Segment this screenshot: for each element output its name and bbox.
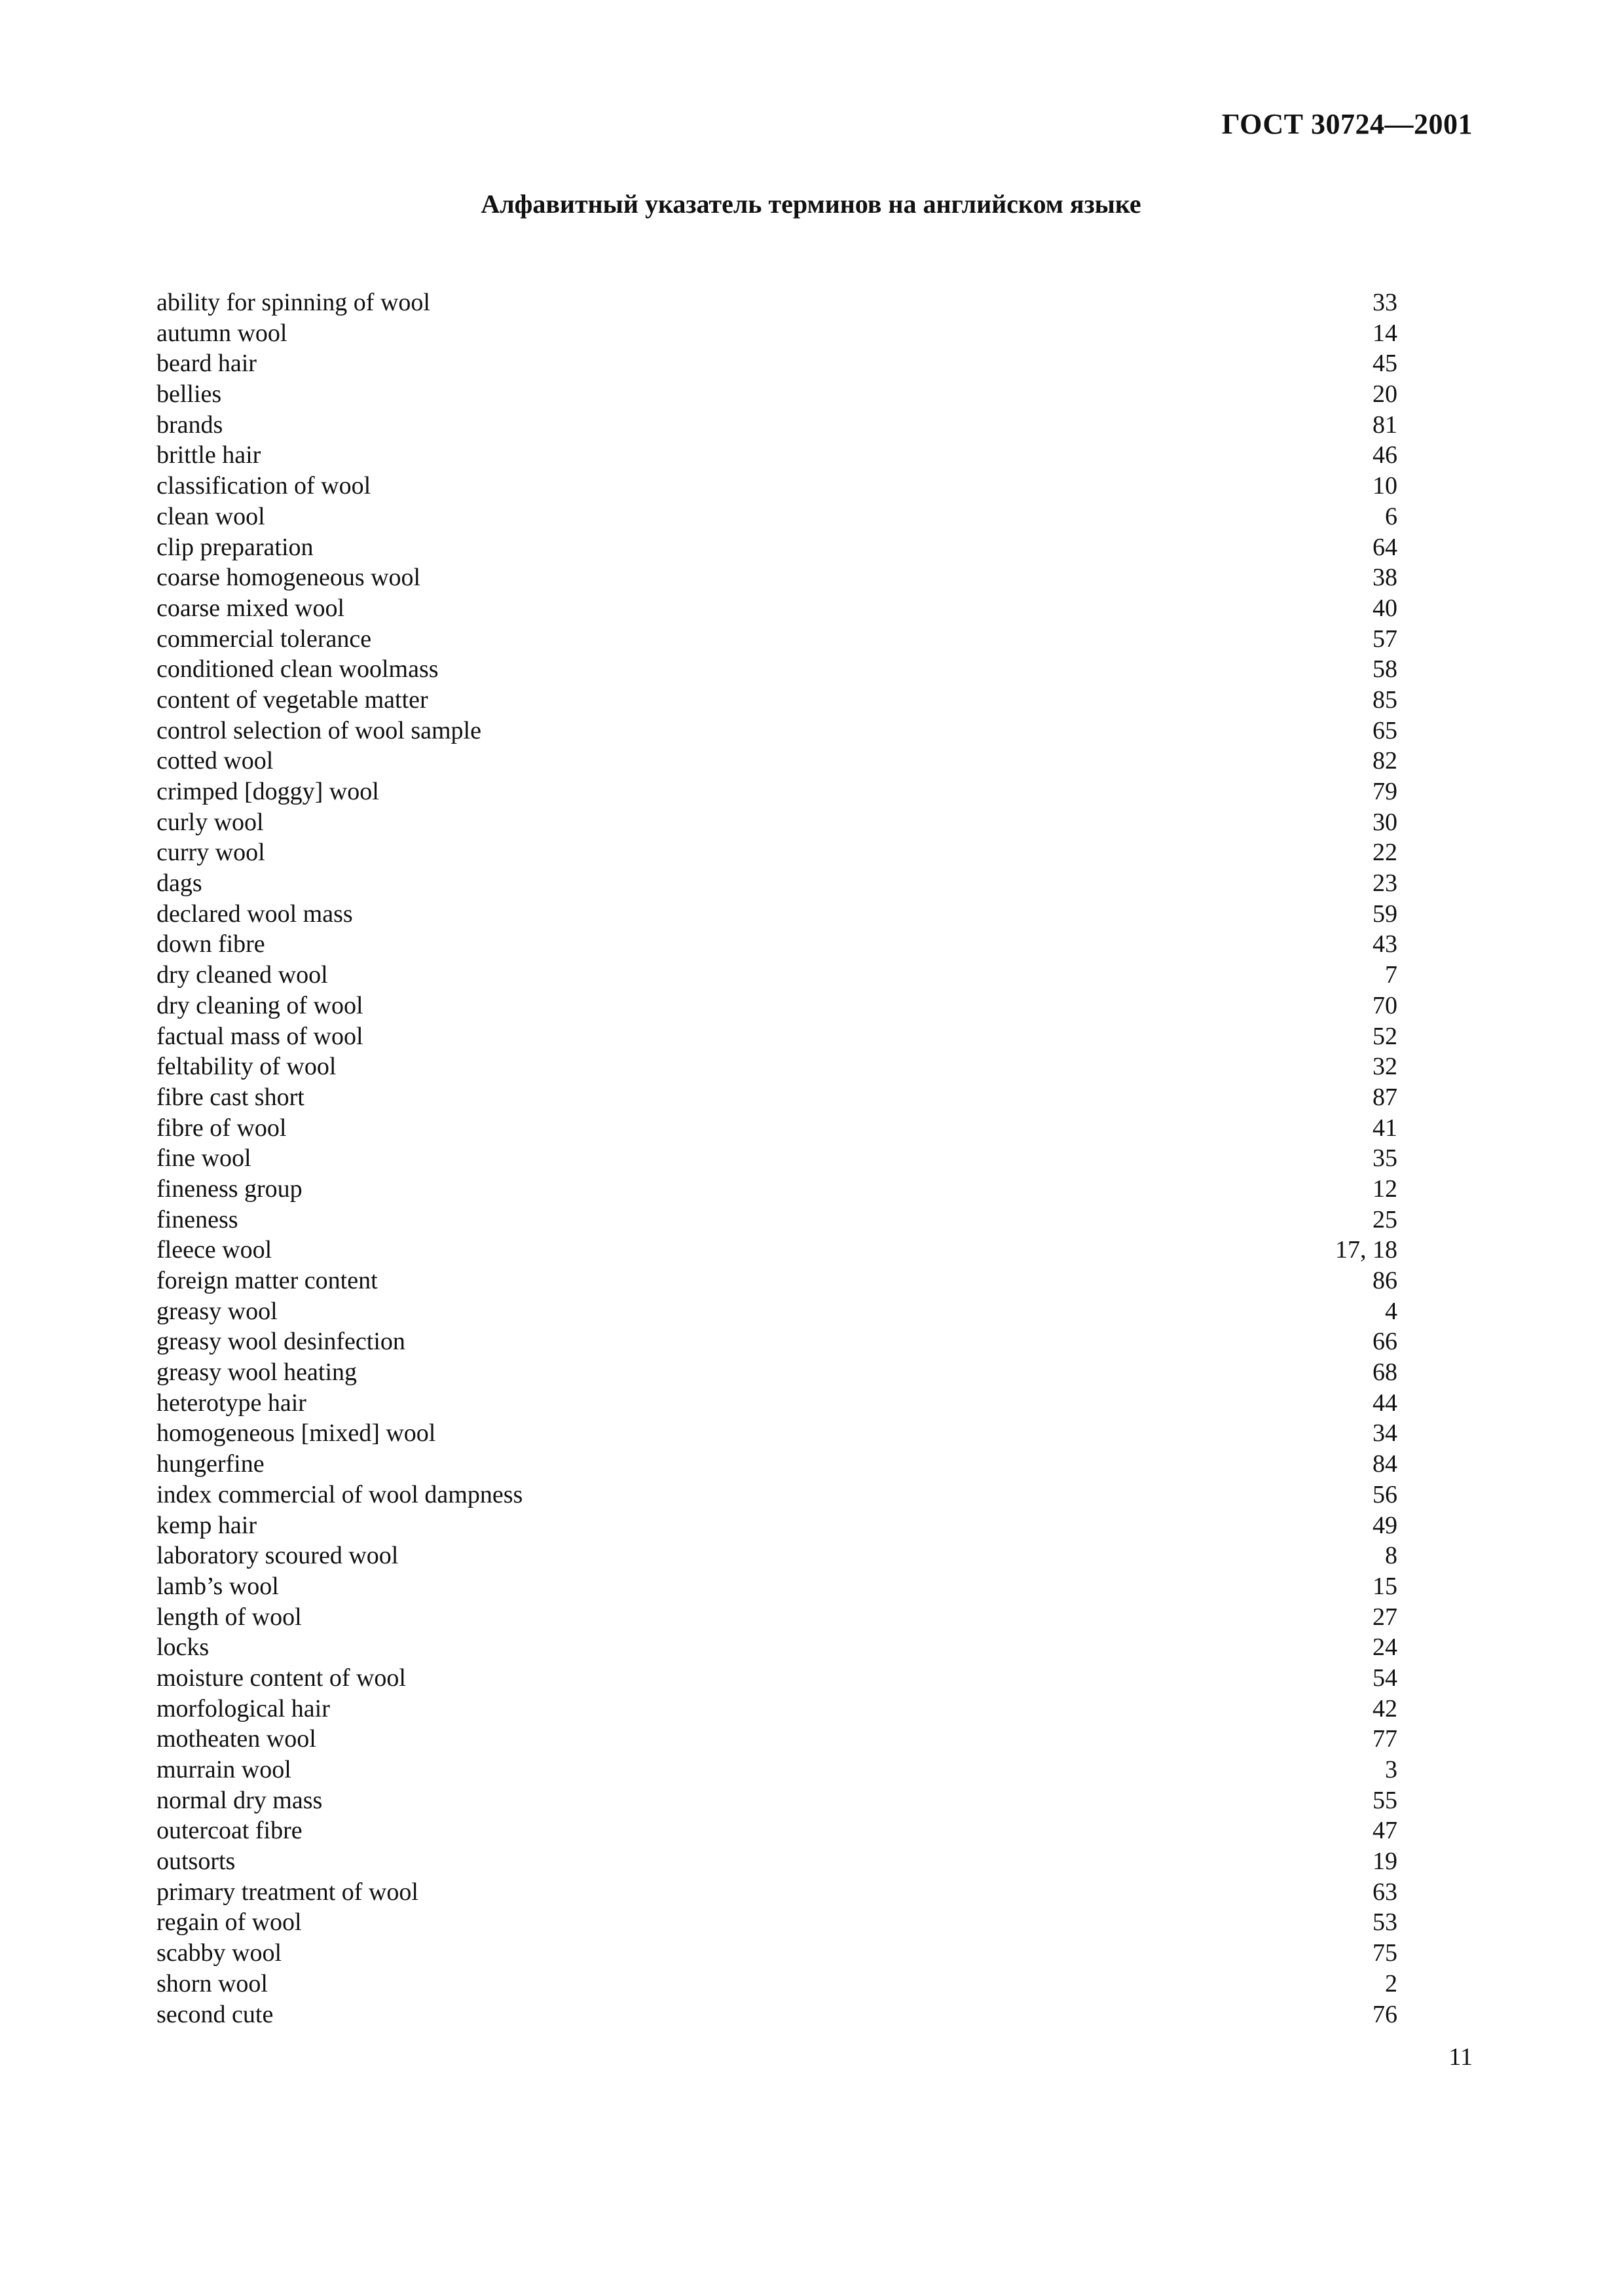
term-reference-number: 75 bbox=[1373, 1939, 1397, 1967]
list-item bbox=[157, 593, 1397, 624]
term-text: locks bbox=[157, 1633, 210, 1662]
list-item bbox=[157, 624, 1397, 655]
term-text: autumn wool bbox=[157, 319, 287, 347]
term-text: cotted wool bbox=[157, 747, 274, 775]
list-item bbox=[157, 1082, 1397, 1113]
term-text: bellies bbox=[157, 380, 222, 409]
term-reference-number: 32 bbox=[1373, 1053, 1397, 1081]
list-item bbox=[157, 318, 1397, 349]
list-item bbox=[157, 1326, 1397, 1357]
list-item bbox=[157, 746, 1397, 776]
term-text: control selection of wool sample bbox=[157, 716, 481, 744]
term-text: greasy wool heating bbox=[157, 1358, 358, 1387]
term-reference-number: 2 bbox=[1385, 1969, 1397, 1997]
term-reference-number: 43 bbox=[1373, 930, 1397, 958]
list-item bbox=[157, 1785, 1397, 1816]
term-reference-number: 70 bbox=[1373, 991, 1397, 1019]
list-item bbox=[157, 440, 1397, 471]
term-text: factual mass of wool bbox=[157, 1022, 363, 1050]
term-reference-number: 23 bbox=[1373, 869, 1397, 898]
term-text: classification of wool bbox=[157, 472, 371, 500]
list-item bbox=[157, 1846, 1397, 1877]
list-item bbox=[157, 716, 1397, 746]
list-item bbox=[157, 1694, 1397, 1724]
term-text: dry cleaning of wool bbox=[157, 991, 363, 1019]
term-text: coarse homogeneous wool bbox=[157, 564, 421, 592]
term-reference-number: 38 bbox=[1373, 564, 1397, 592]
term-text: fibre cast short bbox=[157, 1083, 304, 1111]
index-title: Алфавитный указатель терминов на английском языке bbox=[481, 189, 1141, 219]
term-reference-number: 19 bbox=[1373, 1848, 1397, 1876]
term-text: second cute bbox=[157, 2000, 274, 2028]
term-text: greasy wool bbox=[157, 1297, 278, 1325]
term-text: morfological hair bbox=[157, 1694, 330, 1722]
list-item bbox=[157, 868, 1397, 899]
list-item bbox=[157, 807, 1397, 838]
list-item bbox=[157, 501, 1397, 532]
list-item bbox=[157, 1143, 1397, 1174]
term-reference-number: 33 bbox=[1373, 289, 1397, 316]
list-item bbox=[157, 960, 1397, 991]
list-item bbox=[157, 899, 1397, 930]
term-text: commercial tolerance bbox=[157, 625, 372, 653]
term-reference-number: 77 bbox=[1373, 1725, 1397, 1753]
term-text: declared wool mass bbox=[157, 900, 353, 928]
page-number: 11 bbox=[1448, 2043, 1473, 2071]
list-item bbox=[157, 532, 1397, 563]
list-item bbox=[157, 685, 1397, 716]
term-reference-number: 3 bbox=[1385, 1756, 1397, 1783]
term-reference-number: 4 bbox=[1385, 1297, 1397, 1325]
term-reference-number: 66 bbox=[1373, 1328, 1397, 1356]
list-item bbox=[157, 410, 1397, 441]
term-reference-number: 22 bbox=[1373, 839, 1397, 867]
term-reference-number: 6 bbox=[1385, 502, 1397, 530]
term-reference-number: 44 bbox=[1373, 1389, 1397, 1417]
term-reference-number: 40 bbox=[1373, 594, 1397, 622]
term-reference-number: 79 bbox=[1373, 778, 1397, 805]
term-reference-number: 65 bbox=[1373, 716, 1397, 744]
term-text: foreign matter content bbox=[157, 1267, 378, 1294]
list-item bbox=[157, 1938, 1397, 1969]
term-text: clip preparation bbox=[157, 533, 314, 561]
term-reference-number: 82 bbox=[1373, 747, 1397, 775]
list-item bbox=[157, 1418, 1397, 1449]
term-reference-number: 59 bbox=[1373, 900, 1397, 928]
term-text: fineness group bbox=[157, 1175, 303, 1203]
term-text: lamb’s wool bbox=[157, 1572, 279, 1600]
term-text: curly wool bbox=[157, 808, 264, 836]
term-reference-number: 8 bbox=[1385, 1542, 1397, 1570]
term-reference-number: 20 bbox=[1373, 380, 1397, 409]
term-reference-number: 14 bbox=[1373, 319, 1397, 347]
list-item bbox=[157, 1205, 1397, 1235]
term-reference-number: 55 bbox=[1373, 1786, 1397, 1814]
term-reference-number: 35 bbox=[1373, 1144, 1397, 1173]
list-item bbox=[157, 1999, 1397, 2030]
term-text: curry wool bbox=[157, 839, 265, 867]
term-text: moisture content of wool bbox=[157, 1664, 406, 1692]
term-text: feltability of wool bbox=[157, 1053, 337, 1081]
term-text: fine wool bbox=[157, 1144, 251, 1173]
term-reference-number: 68 bbox=[1373, 1358, 1397, 1387]
list-item bbox=[157, 1571, 1397, 1602]
list-item bbox=[157, 1021, 1397, 1052]
list-item bbox=[157, 1388, 1397, 1419]
term-index-list bbox=[157, 287, 1397, 2030]
term-reference-number: 57 bbox=[1373, 625, 1397, 653]
list-item bbox=[157, 776, 1397, 807]
list-item bbox=[157, 1602, 1397, 1633]
term-text: dry cleaned wool bbox=[157, 961, 328, 989]
term-reference-number: 7 bbox=[1385, 961, 1397, 989]
list-item bbox=[157, 1051, 1397, 1082]
term-text: conditioned clean woolmass bbox=[157, 655, 439, 683]
term-reference-number: 25 bbox=[1373, 1205, 1397, 1233]
term-reference-number: 45 bbox=[1373, 350, 1397, 378]
term-text: down fibre bbox=[157, 930, 265, 958]
term-text: crimped [doggy] wool bbox=[157, 778, 379, 805]
list-item bbox=[157, 1815, 1397, 1846]
term-text: clean wool bbox=[157, 502, 265, 530]
list-item bbox=[157, 379, 1397, 410]
term-reference-number: 54 bbox=[1373, 1664, 1397, 1692]
term-reference-number: 81 bbox=[1373, 410, 1397, 439]
term-reference-number: 42 bbox=[1373, 1694, 1397, 1722]
list-item bbox=[157, 1724, 1397, 1755]
term-reference-number: 87 bbox=[1373, 1083, 1397, 1111]
list-item bbox=[157, 929, 1397, 960]
term-text: brands bbox=[157, 410, 223, 439]
term-text: scabby wool bbox=[157, 1939, 282, 1967]
list-item bbox=[157, 1357, 1397, 1388]
list-item bbox=[157, 837, 1397, 868]
list-item bbox=[157, 1235, 1397, 1266]
term-reference-number: 46 bbox=[1373, 441, 1397, 469]
term-reference-number: 12 bbox=[1373, 1175, 1397, 1203]
term-text: fineness bbox=[157, 1205, 238, 1233]
term-reference-number: 52 bbox=[1373, 1022, 1397, 1050]
term-text: kemp hair bbox=[157, 1511, 257, 1539]
list-item bbox=[157, 562, 1397, 593]
term-text: shorn wool bbox=[157, 1969, 268, 1997]
term-reference-number: 34 bbox=[1373, 1419, 1397, 1448]
term-text: fibre of wool bbox=[157, 1114, 287, 1142]
term-text: regain of wool bbox=[157, 1908, 302, 1937]
term-text: murrain wool bbox=[157, 1756, 291, 1783]
term-reference-number: 27 bbox=[1373, 1603, 1397, 1631]
term-reference-number: 49 bbox=[1373, 1511, 1397, 1539]
term-text: homogeneous [mixed] wool bbox=[157, 1419, 436, 1448]
list-item bbox=[157, 348, 1397, 379]
list-item bbox=[157, 1907, 1397, 1938]
term-text: ability for spinning of wool bbox=[157, 289, 430, 316]
term-reference-number: 85 bbox=[1373, 685, 1397, 714]
term-reference-number: 24 bbox=[1373, 1633, 1397, 1662]
list-item bbox=[157, 1632, 1397, 1663]
term-reference-number: 76 bbox=[1373, 2000, 1397, 2028]
term-text: outsorts bbox=[157, 1848, 236, 1876]
term-reference-number: 15 bbox=[1373, 1572, 1397, 1600]
term-text: outercoat fibre bbox=[157, 1817, 303, 1845]
list-item bbox=[157, 1510, 1397, 1541]
list-item bbox=[157, 991, 1397, 1021]
document-code: ГОСТ 30724—2001 bbox=[1221, 108, 1473, 140]
term-reference-number: 63 bbox=[1373, 1878, 1397, 1906]
term-reference-number: 30 bbox=[1373, 808, 1397, 836]
list-item bbox=[157, 287, 1397, 318]
term-reference-number: 53 bbox=[1373, 1908, 1397, 1937]
list-item bbox=[157, 1480, 1397, 1510]
term-reference-number: 41 bbox=[1373, 1114, 1397, 1142]
term-text: beard hair bbox=[157, 350, 257, 378]
term-reference-number: 56 bbox=[1373, 1480, 1397, 1508]
term-reference-number: 64 bbox=[1373, 533, 1397, 561]
term-text: normal dry mass bbox=[157, 1786, 323, 1814]
list-item bbox=[157, 1113, 1397, 1144]
list-item bbox=[157, 1174, 1397, 1205]
list-item bbox=[157, 1296, 1397, 1327]
term-text: content of vegetable matter bbox=[157, 685, 428, 714]
term-reference-number: 84 bbox=[1373, 1450, 1397, 1478]
term-text: greasy wool desinfection bbox=[157, 1328, 405, 1356]
list-item bbox=[157, 1663, 1397, 1694]
term-reference-number: 17, 18 bbox=[1335, 1236, 1397, 1264]
term-text: primary treatment of wool bbox=[157, 1878, 418, 1906]
term-text: dags bbox=[157, 869, 202, 898]
list-item bbox=[157, 1540, 1397, 1571]
term-text: motheaten wool bbox=[157, 1725, 316, 1753]
list-item bbox=[157, 1877, 1397, 1908]
list-item bbox=[157, 654, 1397, 685]
term-text: brittle hair bbox=[157, 441, 261, 469]
term-text: length of wool bbox=[157, 1603, 302, 1631]
term-reference-number: 10 bbox=[1373, 472, 1397, 500]
list-item bbox=[157, 471, 1397, 501]
term-reference-number: 47 bbox=[1373, 1817, 1397, 1845]
list-item bbox=[157, 1449, 1397, 1480]
term-text: fleece wool bbox=[157, 1236, 272, 1264]
list-item bbox=[157, 1755, 1397, 1785]
term-reference-number: 86 bbox=[1373, 1267, 1397, 1294]
term-text: hungerfine bbox=[157, 1450, 265, 1478]
term-text: heterotype hair bbox=[157, 1389, 306, 1417]
term-text: laboratory scoured wool bbox=[157, 1542, 399, 1570]
term-text: index commercial of wool dampness bbox=[157, 1480, 523, 1508]
term-reference-number: 58 bbox=[1373, 655, 1397, 683]
list-item bbox=[157, 1969, 1397, 1999]
list-item bbox=[157, 1266, 1397, 1296]
term-text: coarse mixed wool bbox=[157, 594, 345, 622]
